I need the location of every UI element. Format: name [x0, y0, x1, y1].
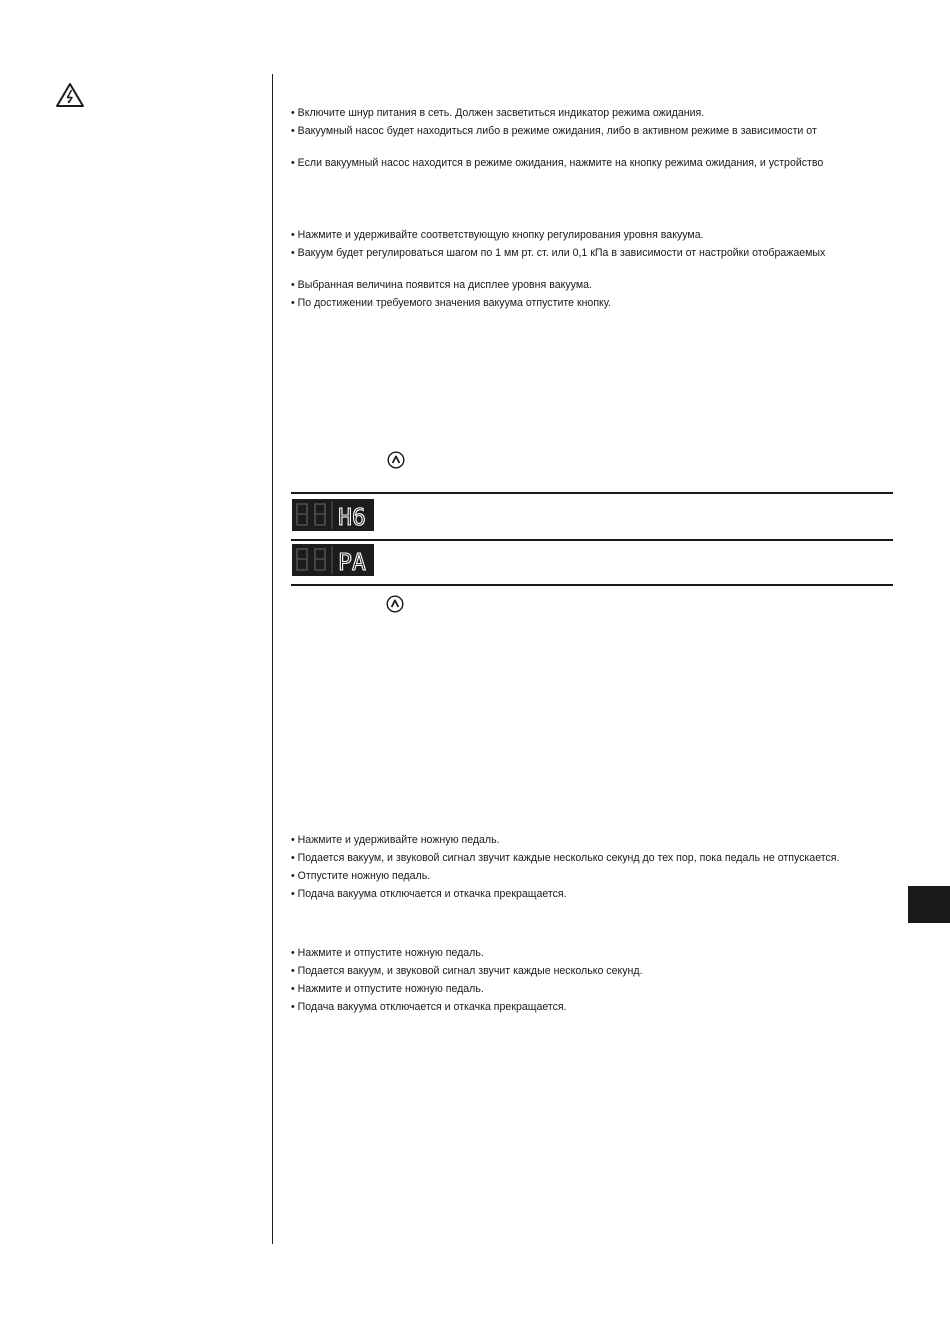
- table-rule: [291, 584, 893, 586]
- instruction-line: • Нажмите и отпустите ножную педаль.: [291, 983, 484, 995]
- instruction-line: • Подается вакуум, и звуковой сигнал звучит каждые несколько секунд до тех пор, пока педаль не отпускается.: [291, 852, 840, 864]
- instruction-line: • Вакуумный насос будет находиться либо в режиме ожидания, либо в активном режиме в зависимости от: [291, 125, 817, 137]
- display-text: PA: [338, 550, 366, 576]
- instruction-line: • Нажмите и удерживайте ножную педаль.: [291, 834, 500, 846]
- table-rule: [291, 492, 893, 494]
- instruction-line: • Подача вакуума отключается и откачка прекращается.: [291, 1001, 567, 1013]
- instruction-line: • Нажмите и отпустите ножную педаль.: [291, 947, 484, 959]
- display-text: H6: [338, 505, 366, 531]
- vacuum-display-pa: [292, 544, 374, 576]
- instruction-line: • Отпустите ножную педаль.: [291, 870, 431, 882]
- vacuum-display-h6: [292, 499, 374, 531]
- instruction-line: • Выбранная величина появится на дисплее уровня вакуума.: [291, 279, 592, 291]
- instruction-line: • Вакуум будет регулироваться шагом по 1 мм рт. ст. или 0,1 кПа в зависимости от настройки отображаемых: [291, 247, 826, 259]
- caret-up-button-icon: [386, 595, 404, 613]
- column-divider: [272, 74, 273, 1244]
- high-voltage-warning-icon: [55, 82, 85, 108]
- instruction-line: • Подача вакуума отключается и откачка прекращается.: [291, 888, 567, 900]
- table-rule: [291, 539, 893, 541]
- instruction-line: • Подается вакуум, и звуковой сигнал звучит каждые несколько секунд.: [291, 965, 643, 977]
- instruction-line: • Включите шнур питания в сеть. Должен засветиться индикатор режима ожидания.: [291, 107, 705, 119]
- caret-up-button-icon: [387, 451, 405, 469]
- instruction-line: • Нажмите и удерживайте соответствующую кнопку регулирования уровня вакуума.: [291, 229, 704, 241]
- instruction-line: • Если вакуумный насос находится в режиме ожидания, нажмите на кнопку режима ожидания, и устройство: [291, 157, 824, 169]
- instruction-line: • По достижении требуемого значения вакуума отпустите кнопку.: [291, 297, 611, 309]
- chapter-tab: [908, 886, 950, 923]
